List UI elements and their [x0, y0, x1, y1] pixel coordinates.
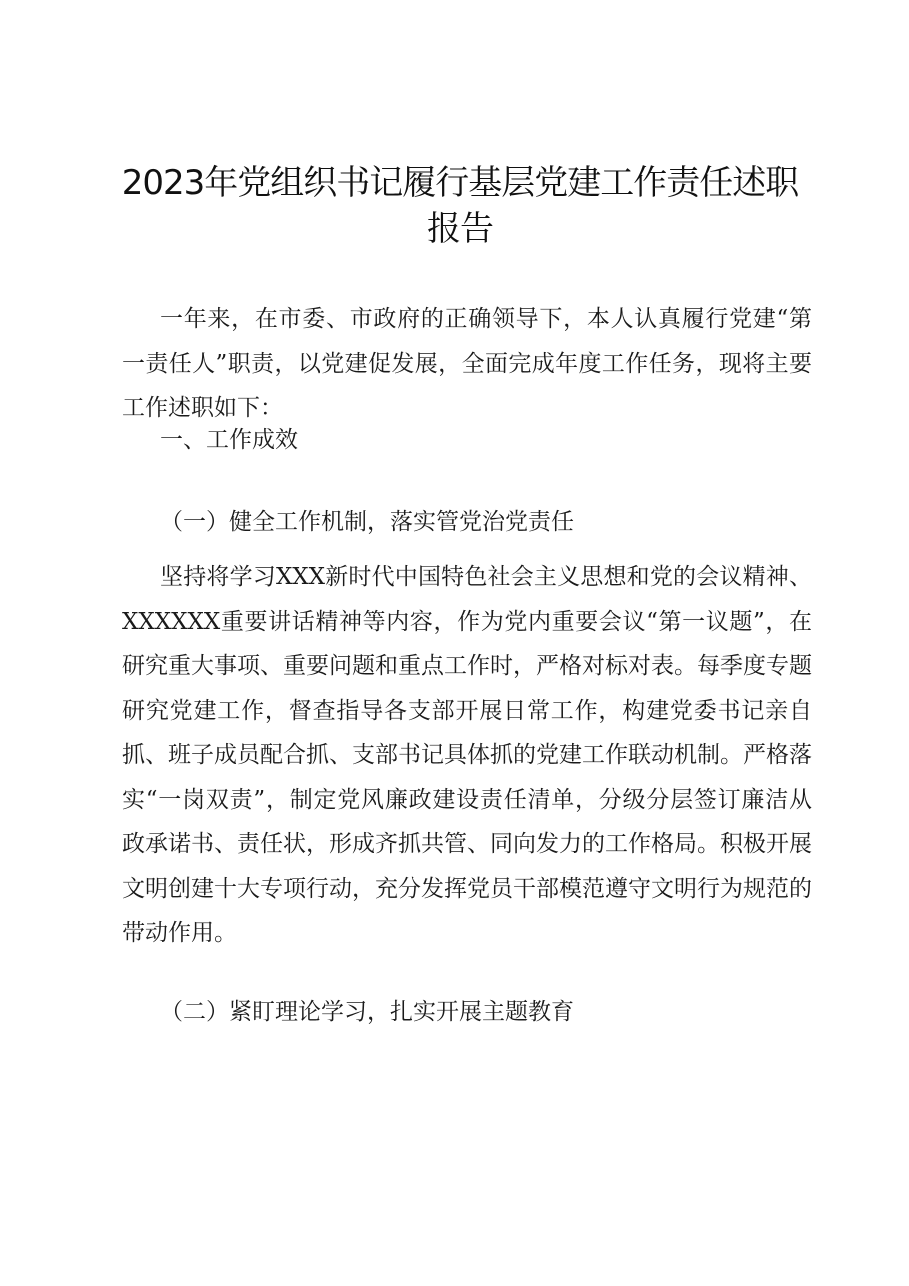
section-heading-1: 一、工作成效: [160, 427, 298, 453]
subsection-heading-2: （二）紧盯理论学习，扎实开展主题教育: [160, 999, 574, 1025]
subsection-heading-1: （一）健全工作机制，落实管党治党责任: [160, 509, 574, 535]
subsection-1-body: [122, 555, 812, 956]
document-body: [122, 297, 812, 431]
intro-paragraph: 一年来，在市委、市政府的正确领导下，本人认真履行党建“第一责任人”职责，以党建促发展，全面完成年度工作任务，现将主要工作述职如下：: [122, 306, 812, 421]
subsection-1-paragraph: 坚持将学习XXX新时代中国特色社会主义思想和党的会议精神、XXXXXX重要讲话精神等内容，作为党内重要会议“第一议题”，在研究重大事项、重要问题和重点工作时，严格对标对表。每季度专题研究党建工作，督查指导各支部开展日常工作，构建党委书记亲自抓、班子成员配合抓、支部书记具体抓的党建工作联动机制。严格落实“一岗双责”，制定党风廉政建设责任清单，分级分层签订廉洁从政承诺书、责任状，形成齐抓共管、同向发力的工作格局。积极开展文明创建十大专项行动，充分发挥党员干部模范遵守文明行为规范的带动作用。: [122, 564, 812, 946]
document-title: 2023年党组织书记履行基层党建工作责任述职报告: [121, 163, 799, 249]
